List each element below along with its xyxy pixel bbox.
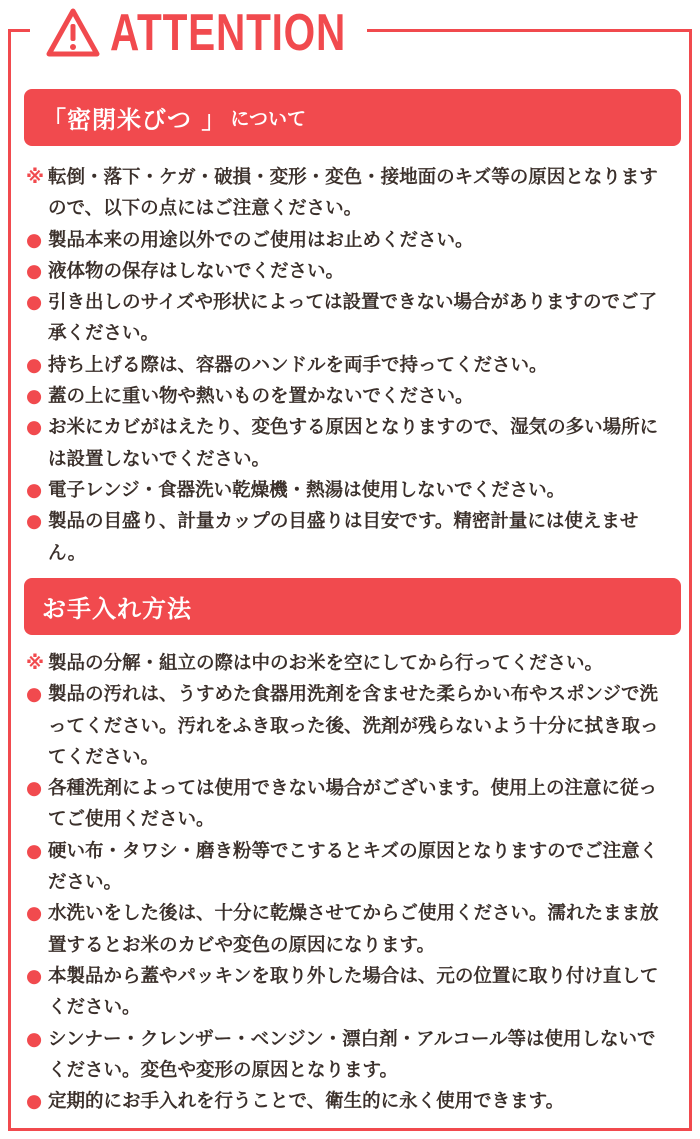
bullet-mark: ● (26, 354, 43, 376)
list-item (26, 256, 671, 287)
list-item (26, 898, 671, 961)
section-heading-main: 「密閉米びつ 」 (42, 106, 227, 134)
list-item-text: シンナー・クレンザー・ベンジン・漂白剤・アルコール等は使用しないでください。変色や変形の原因となります。 (48, 1028, 656, 1081)
list-item-text: 各種洗剤によっては使用できない場合がございます。使用上の注意に従ってご使用ください。 (48, 778, 658, 831)
list-item-text: 硬い布・タワシ・磨き粉等でこするとキズの原因となりますのでご注意ください。 (48, 840, 659, 894)
bullet-mark: ● (26, 903, 43, 925)
section-heading-care (24, 578, 681, 635)
section-heading-rice-bin (24, 89, 681, 146)
bullet-mark: ● (26, 417, 43, 439)
bullet-mark: ● (26, 965, 43, 987)
list-item (26, 1024, 671, 1087)
list-item (26, 412, 671, 475)
section-heading-care-label: お手入れ方法 (42, 595, 192, 623)
list-item-text: 液体物の保存はしないでください。 (48, 260, 345, 282)
list-item-text: 製品の分解・組立の際は中のお米を空にしてから行ってください。 (48, 653, 604, 674)
bullet-mark: ● (26, 386, 43, 408)
bullet-mark: ● (26, 684, 43, 706)
bullet-mark: ● (26, 840, 43, 862)
list-item (26, 381, 671, 412)
list-item (26, 773, 671, 836)
list-item (26, 961, 671, 1024)
list-item-text: 製品本来の用途以外でのご使用はお止めください。 (48, 229, 474, 251)
bullet-mark: ● (26, 778, 43, 800)
bullet-mark: ● (26, 1091, 43, 1113)
bullet-mark: ● (26, 260, 43, 282)
bullet-mark: ● (26, 292, 43, 314)
list-item (26, 287, 671, 350)
note-mark: ※ (26, 653, 44, 674)
frame-top-line-right (367, 29, 692, 32)
section-heading-suffix: について (230, 108, 306, 130)
list-item (26, 506, 671, 569)
list-item (26, 679, 671, 773)
list-item (26, 1086, 671, 1117)
list-item-text: 水洗いをした後は、十分に乾燥させてからご使用ください。濡れたまま放置するとお米のカビや変色の原因になります。 (48, 903, 659, 956)
list-item-text: お米にカビがはえたり、変色する原因となりますので、湿気の多い場所には設置しないでください。 (48, 417, 659, 470)
bullet-mark: ● (26, 229, 43, 251)
list-item-text: 持ち上げる際は、容器のハンドルを両手で持ってください。 (48, 354, 548, 376)
attention-title: ATTENTION (110, 4, 347, 62)
list-item (26, 475, 671, 506)
list-item-text: 引き出しのサイズや形状によっては設置できない場合がありますのでご了承ください。 (48, 292, 658, 345)
caution-list (26, 162, 671, 569)
bullet-mark: ● (26, 479, 43, 501)
note-mark: ※ (26, 167, 44, 188)
list-item-text: 転倒・落下・ケガ・破損・変形・変色・接地面のキズ等の原因となりますので、以下の点にはご注意ください。 (48, 167, 658, 220)
list-item-text: 電子レンジ・食器洗い乾燥機・熱湯は使用しないでください。 (48, 479, 566, 501)
list-item (26, 648, 671, 679)
attention-header (46, 4, 413, 62)
list-item (26, 225, 671, 256)
warning-triangle-icon (46, 7, 100, 59)
list-item (26, 836, 671, 899)
list-item (26, 162, 671, 225)
list-item-text: 定期的にお手入れを行うことで、衛生的に永く使用できます。 (48, 1091, 565, 1113)
list-item-text: 蓋の上に重い物や熱いものを置かないでください。 (48, 386, 474, 408)
list-item-text: 本製品から蓋やパッキンを取り外した場合は、元の位置に取り付け直してください。 (48, 965, 659, 1019)
bullet-mark: ● (26, 1028, 43, 1050)
list-item-text: 製品の汚れは、うすめた食器用洗剤を含ませた柔らかい布やスポンジで洗ってください。汚れをふき取った後、洗剤が残らないよう十分に拭き取ってください。 (48, 684, 659, 768)
bullet-mark: ● (26, 511, 43, 533)
care-list (26, 648, 671, 1117)
frame-top-line-left (8, 29, 30, 32)
list-item-text: 製品の目盛り、計量カップの目盛りは目安です。精密計量には使えません。 (48, 511, 639, 564)
list-item (26, 350, 671, 381)
